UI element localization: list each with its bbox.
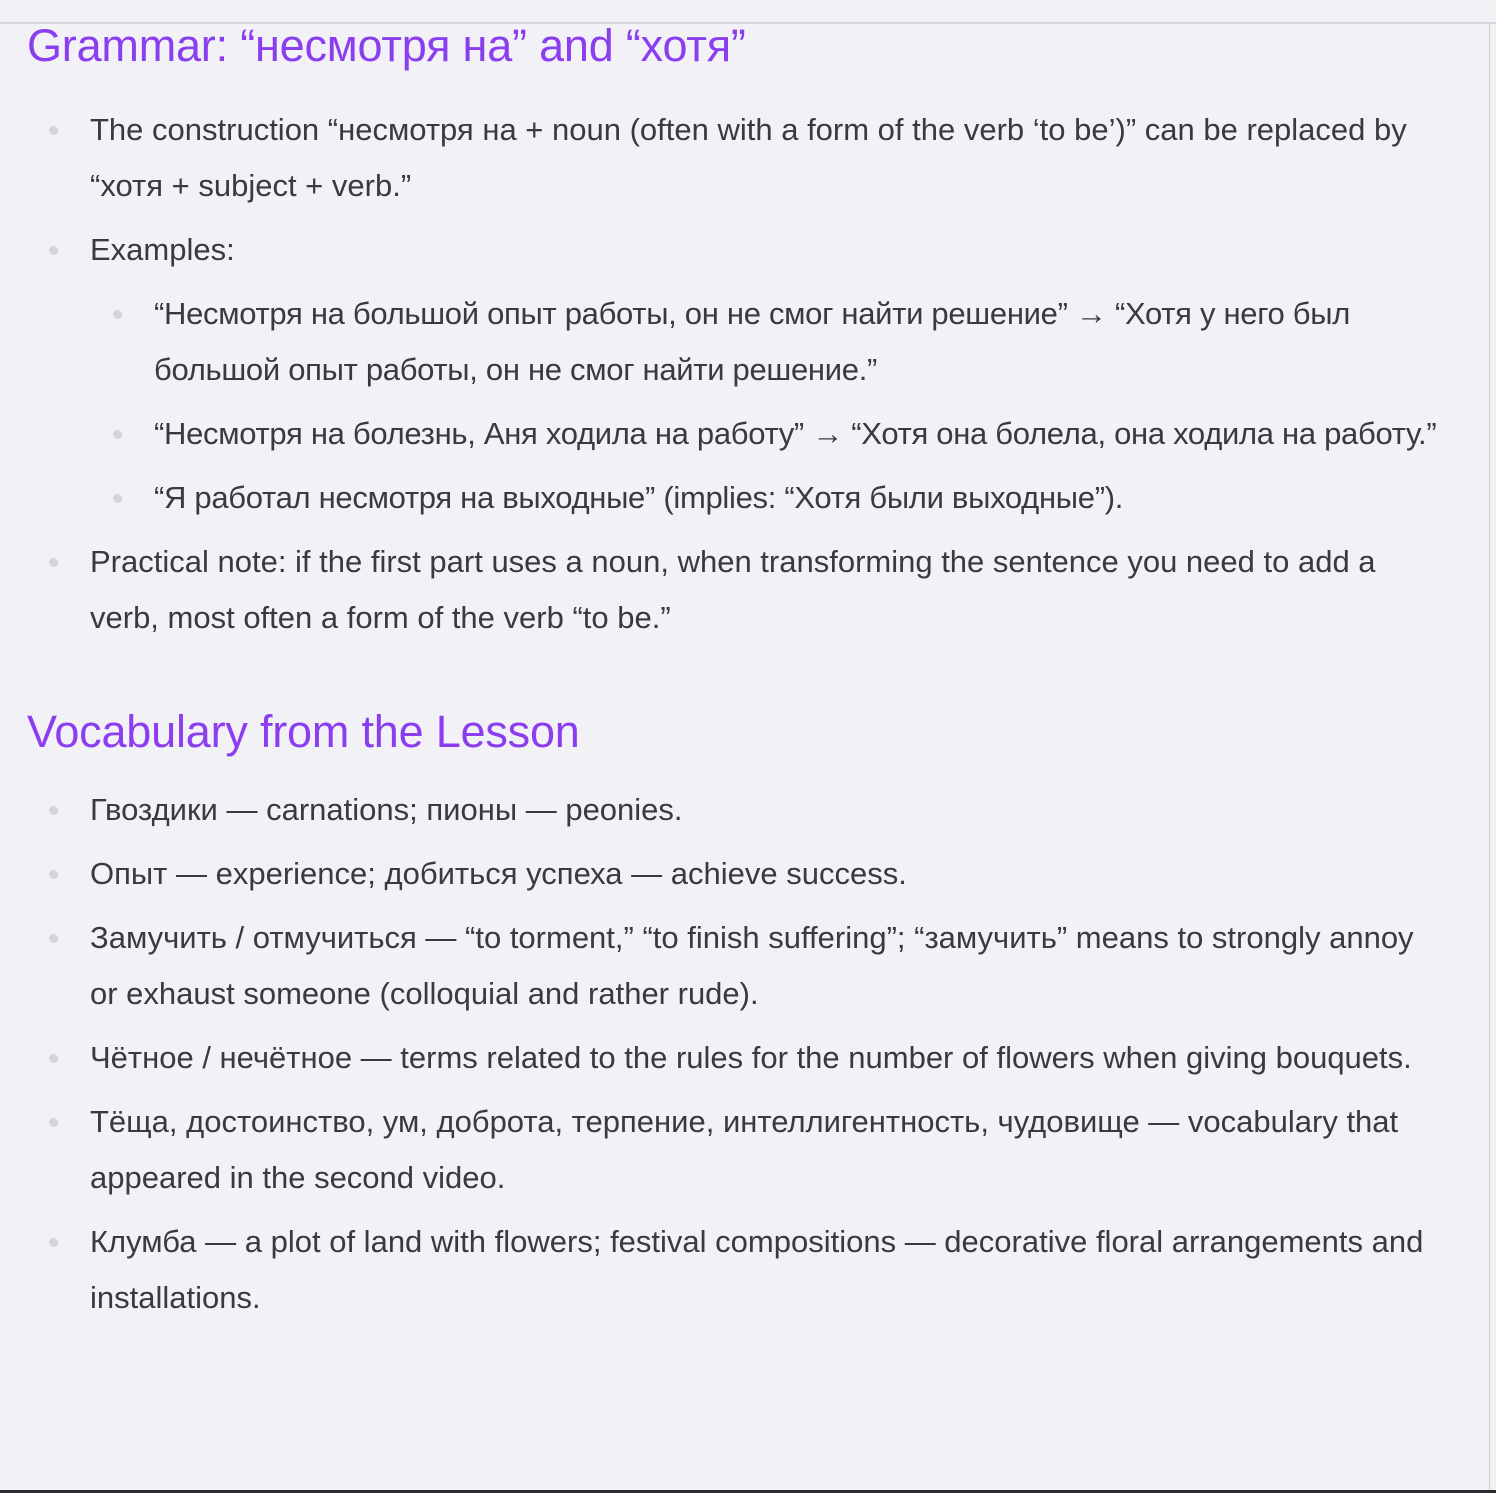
list-item-text: Examples: [90,232,235,267]
bullet-icon [49,1054,58,1063]
vocabulary-section [27,706,1447,1326]
bullet-icon [49,1238,58,1247]
bullet-icon [113,310,122,319]
list-item [27,102,1447,214]
list-item [27,1094,1447,1206]
list-item-text: Тёща, достоинство, ум, доброта, терпение, интеллигентность, чудовище — vocabulary that appeared in the second video. [90,1104,1399,1195]
bullet-icon [49,806,58,815]
list-item [90,406,1447,462]
grammar-list [27,102,1447,646]
list-item [27,910,1447,1022]
list-item-text: “Несмотря на большой опыт работы, он не смог найти решение” → “Хотя у него был большой опыт работы, он не смог найти решение.” [154,296,1351,387]
list-item-text: Practical note: if the first part uses a noun, when transforming the sentence you need to add a verb, most often a form of the verb “to be.” [90,544,1376,635]
bullet-icon [49,246,58,255]
list-item-text: Чётное / нечётное — terms related to the rules for the number of flowers when giving bouquets. [90,1040,1412,1075]
grammar-heading: Grammar: “несмотря на” and “хотя” [27,20,746,71]
grammar-section [27,20,1447,646]
bullet-icon [49,870,58,879]
scrollbar-track[interactable] [1489,22,1490,1493]
list-item-text: Клумба — a plot of land with flowers; festival compositions — decorative floral arrangements and installations. [90,1224,1424,1315]
list-item [90,286,1447,398]
list-item-text: “Несмотря на болезнь, Аня ходила на работу” → “Хотя она болела, она ходила на работу.” [154,416,1437,451]
vocabulary-list [27,782,1447,1326]
bullet-icon [49,934,58,943]
list-item [27,1030,1447,1086]
list-item-text: Опыт — experience; добиться успеха — achieve success. [90,856,907,891]
bullet-icon [49,558,58,567]
bullet-icon [49,126,58,135]
list-item-text: Гвоздики — carnations; пионы — peonies. [90,792,683,827]
notes-content [27,20,1447,1326]
list-item [90,470,1447,526]
vocabulary-heading: Vocabulary from the Lesson [27,706,580,757]
examples-list [90,286,1447,526]
list-item [27,222,1447,526]
list-item-text: The construction “несмотря на + noun (often with a form of the verb ‘to be’)” can be replaced by “хотя + subject + verb.” [90,112,1407,203]
list-item [27,782,1447,838]
bullet-icon [113,494,122,503]
bullet-icon [113,430,122,439]
list-item [27,846,1447,902]
list-item [27,1214,1447,1326]
list-item-text: Замучить / отмучиться — “to torment,” “to finish suffering”; “замучить” means to strongly annoy or exhaust someone (colloquial and rather rude). [90,920,1414,1011]
bullet-icon [49,1118,58,1127]
list-item [27,534,1447,646]
list-item-text: “Я работал несмотря на выходные” (implies: “Хотя были выходные”). [154,480,1124,515]
section-spacer [27,646,1447,706]
